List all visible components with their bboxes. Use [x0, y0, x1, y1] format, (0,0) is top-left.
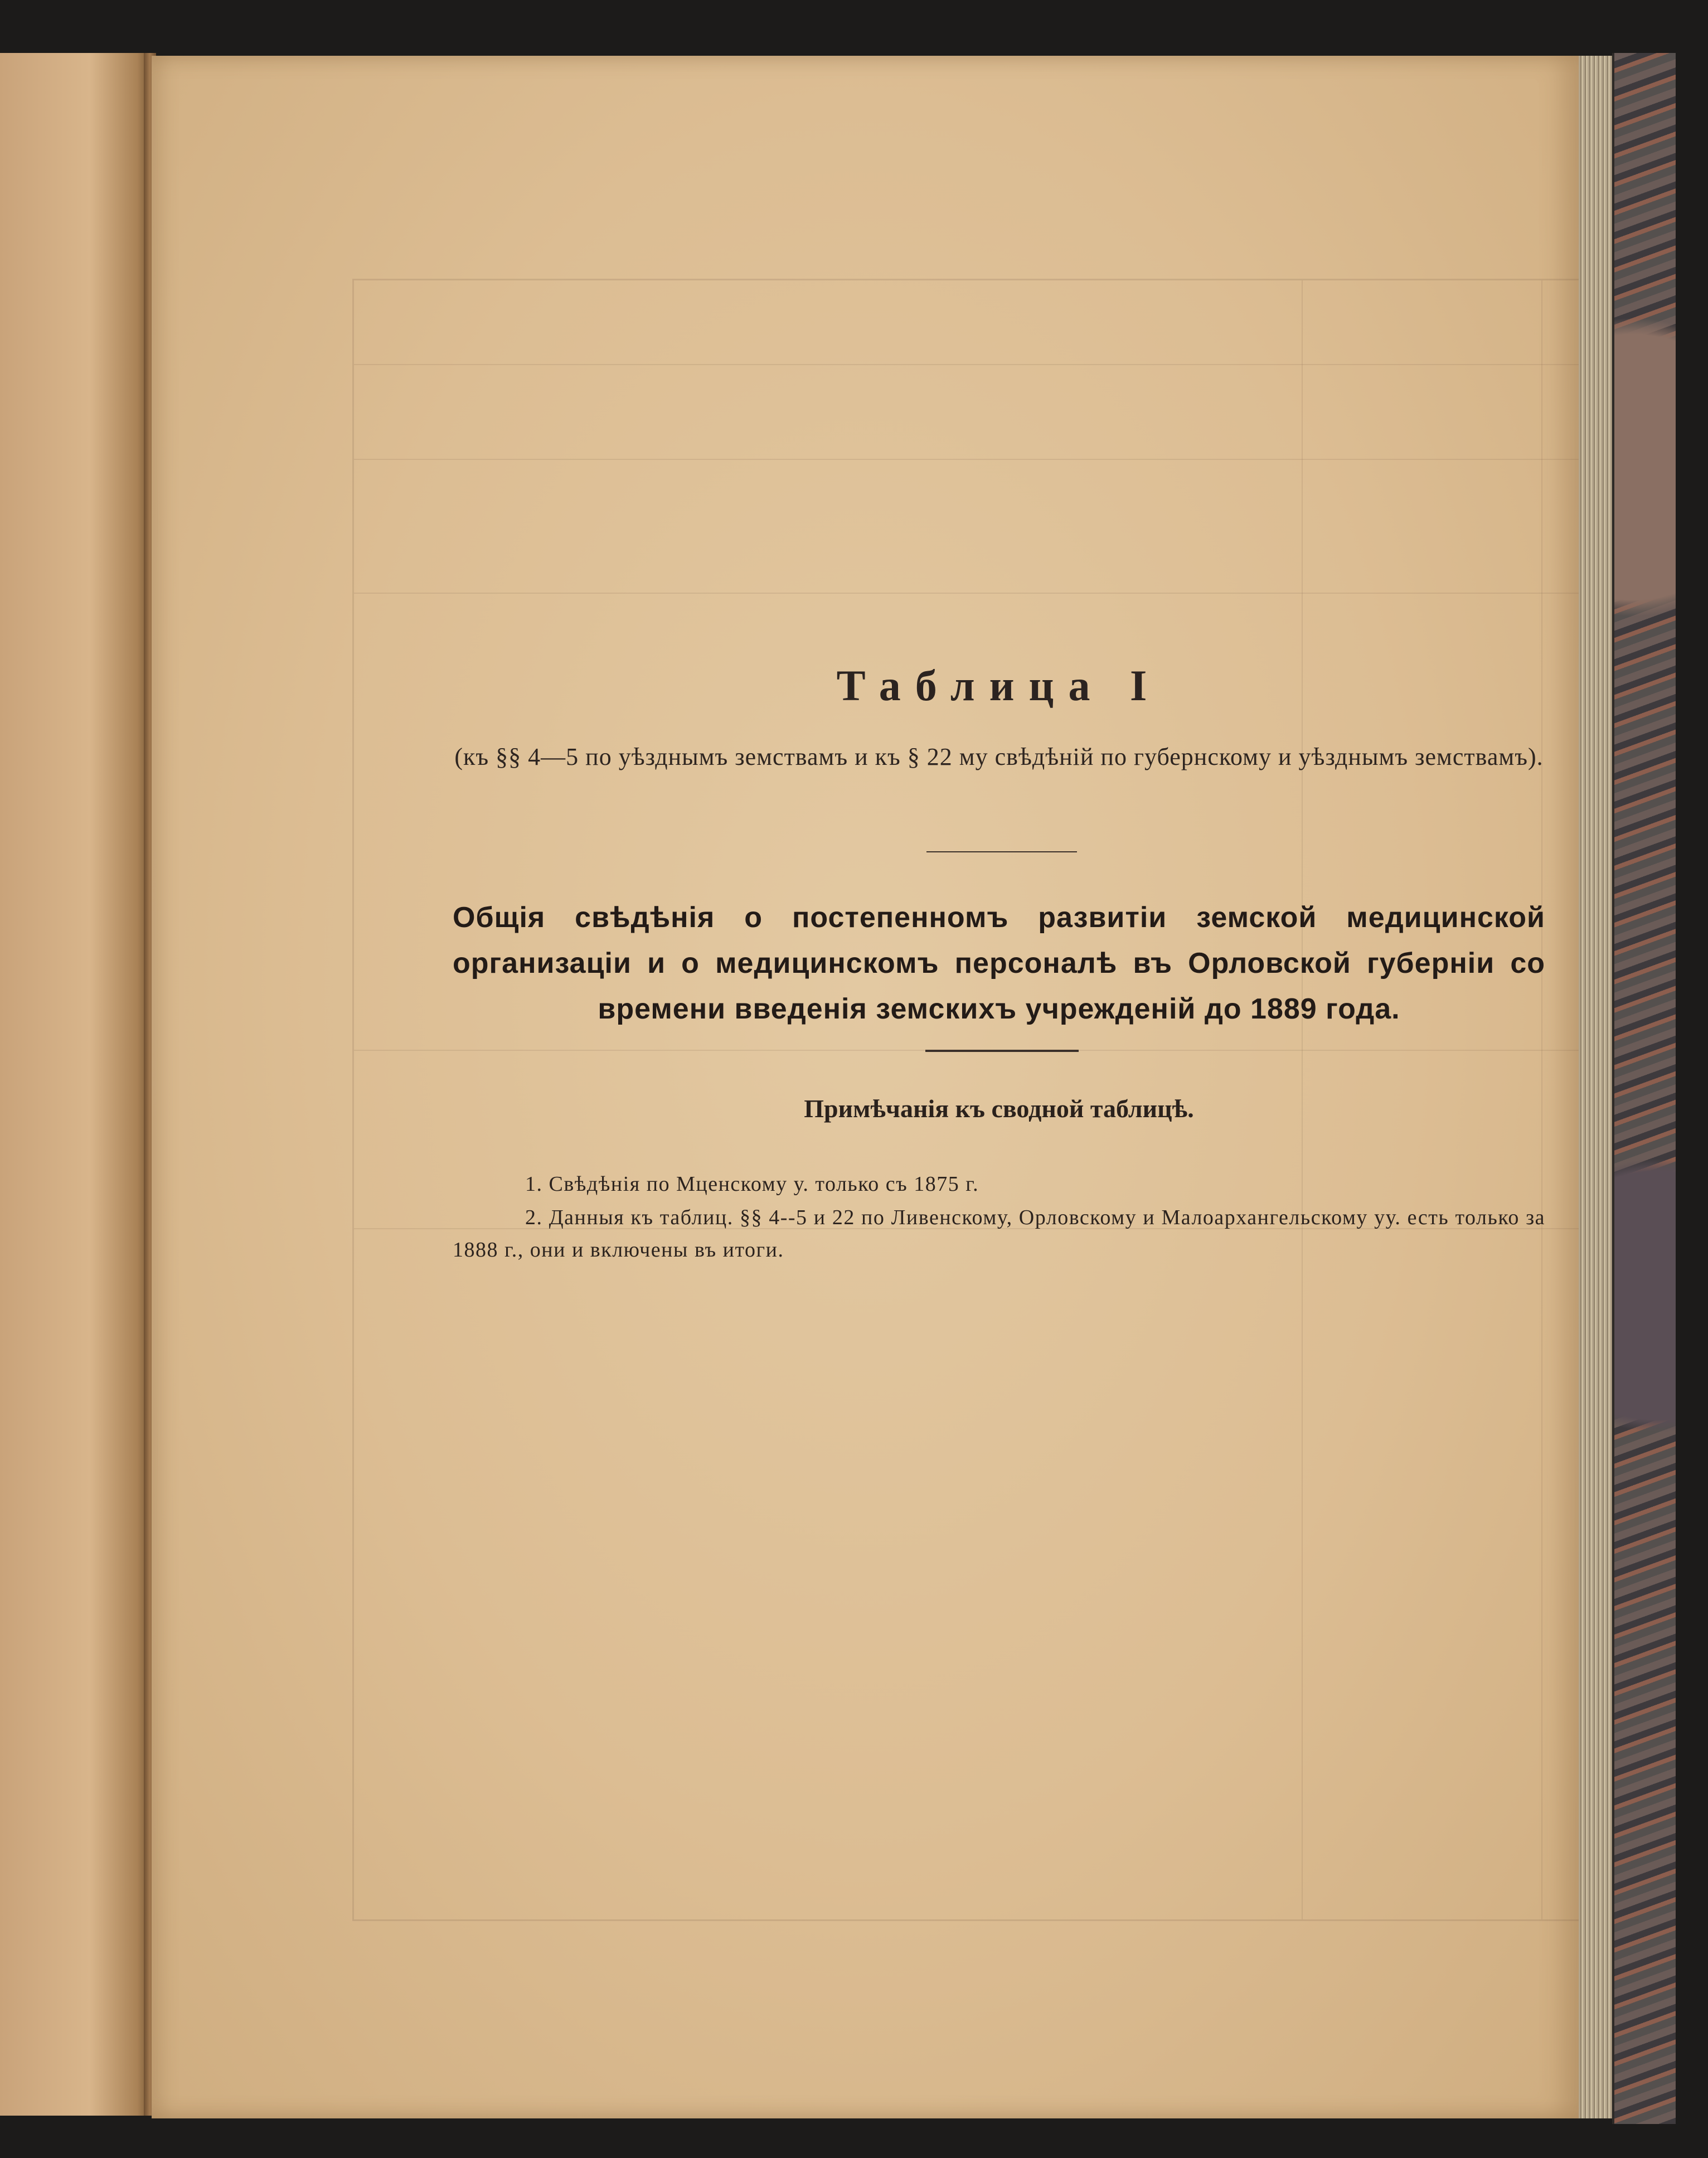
- table-title: Таблица I: [836, 661, 1162, 710]
- table-subtitle: (къ §§ 4—5 по уѣзднымъ земствамъ и къ § 22 му свѣдѣній по губернскому и уѣзднымъ земствамъ).: [454, 743, 1544, 770]
- divider-short: [926, 851, 1077, 852]
- page-stack-edges: [1579, 56, 1612, 2118]
- page: [152, 56, 1579, 2118]
- note-item: 2. Данныя къ таблиц. §§ 4--5 и 22 по Ливенскому, Орловскому и Малоархангельскому уу. есть только за 1888 г., они и включены въ итоги.: [453, 1206, 1545, 1262]
- note-item: 1. Свѣдѣнія по Мценскому у. только съ 1875 г.: [525, 1172, 979, 1196]
- section-heading: Общія свѣдѣнія о постепенномъ развитіи земской медицинской организаціи и о медицинскомъ персоналѣ въ Орловской губерніи со времени введенія земскихъ учрежденій до 1889 года.: [453, 901, 1545, 1025]
- facing-page-edge: [0, 53, 149, 2116]
- notes-title: Примѣчанія къ сводной таблицѣ.: [804, 1094, 1194, 1123]
- marbled-cover-board: [1612, 53, 1676, 2124]
- divider-bold: [925, 1050, 1079, 1052]
